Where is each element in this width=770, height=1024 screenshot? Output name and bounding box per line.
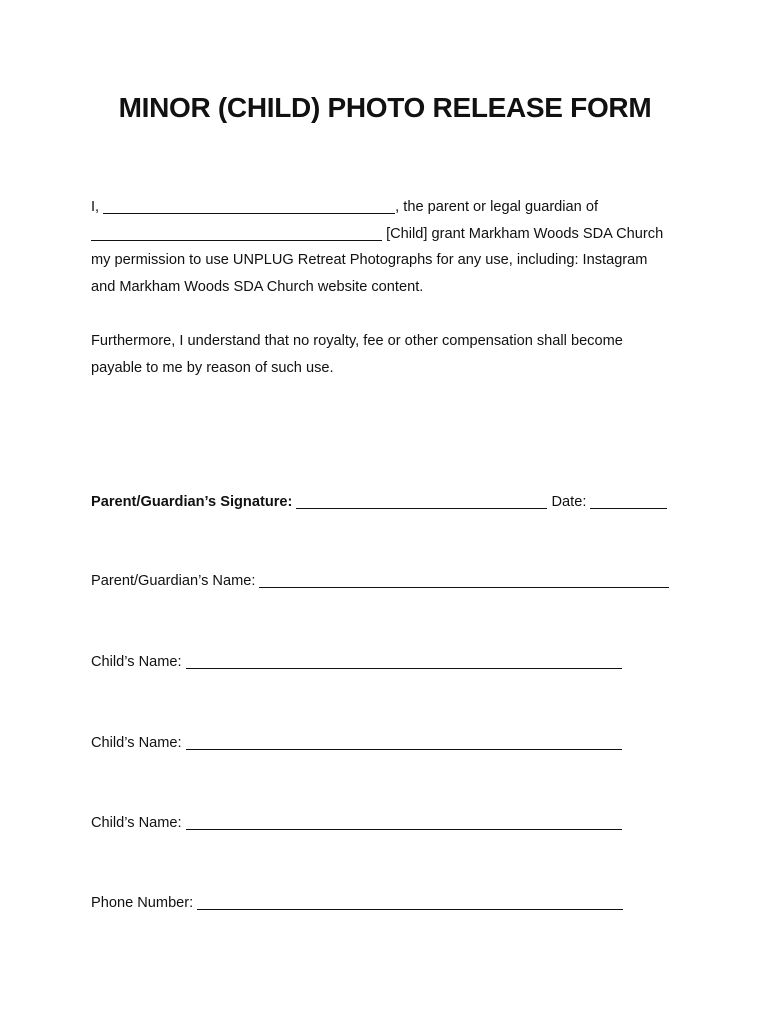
- child-name-label: Child’s Name:: [91, 654, 182, 670]
- guardian-name-blank[interactable]: [259, 573, 669, 588]
- child-name-row-1: [91, 654, 622, 670]
- date-blank[interactable]: [590, 494, 667, 509]
- signature-label: Parent/Guardian’s Signature:: [91, 494, 293, 510]
- body-line-2-suffix: [Child] grant Markham Woods SDA Church: [386, 226, 664, 242]
- signature-row: [91, 494, 667, 510]
- body-line-4: and Markham Woods SDA Church website content.: [91, 279, 424, 295]
- child-name-label: Child’s Name:: [91, 735, 182, 751]
- child-name-2-blank[interactable]: [186, 735, 622, 750]
- body-line-5: Furthermore, I understand that no royalty, fee or other compensation shall become: [91, 333, 623, 349]
- child-name-1-blank[interactable]: [186, 654, 622, 669]
- body-line-1: [91, 199, 598, 215]
- phone-label: Phone Number:: [91, 895, 194, 911]
- body-line-6: payable to me by reason of such use.: [91, 360, 334, 376]
- parent-name-blank[interactable]: [103, 199, 395, 214]
- body-line-1-suffix: , the parent or legal guardian of: [395, 199, 599, 215]
- child-name-3-blank[interactable]: [186, 815, 622, 830]
- guardian-name-label: Parent/Guardian’s Name:: [91, 573, 256, 589]
- body-line-1-prefix: I,: [91, 199, 100, 215]
- page-title: MINOR (CHILD) PHOTO RELEASE FORM: [118, 92, 652, 123]
- phone-row: [91, 895, 623, 911]
- date-label: Date:: [551, 494, 587, 510]
- body-line-3: my permission to use UNPLUG Retreat Photographs for any use, including: Instagram: [91, 252, 648, 268]
- signature-blank[interactable]: [296, 494, 547, 509]
- child-name-blank[interactable]: [91, 226, 382, 241]
- guardian-name-row: [91, 573, 669, 589]
- child-name-row-2: [91, 735, 622, 751]
- body-line-2: [91, 226, 663, 242]
- phone-blank[interactable]: [197, 895, 623, 910]
- child-name-row-3: [91, 815, 622, 831]
- child-name-label: Child’s Name:: [91, 815, 182, 831]
